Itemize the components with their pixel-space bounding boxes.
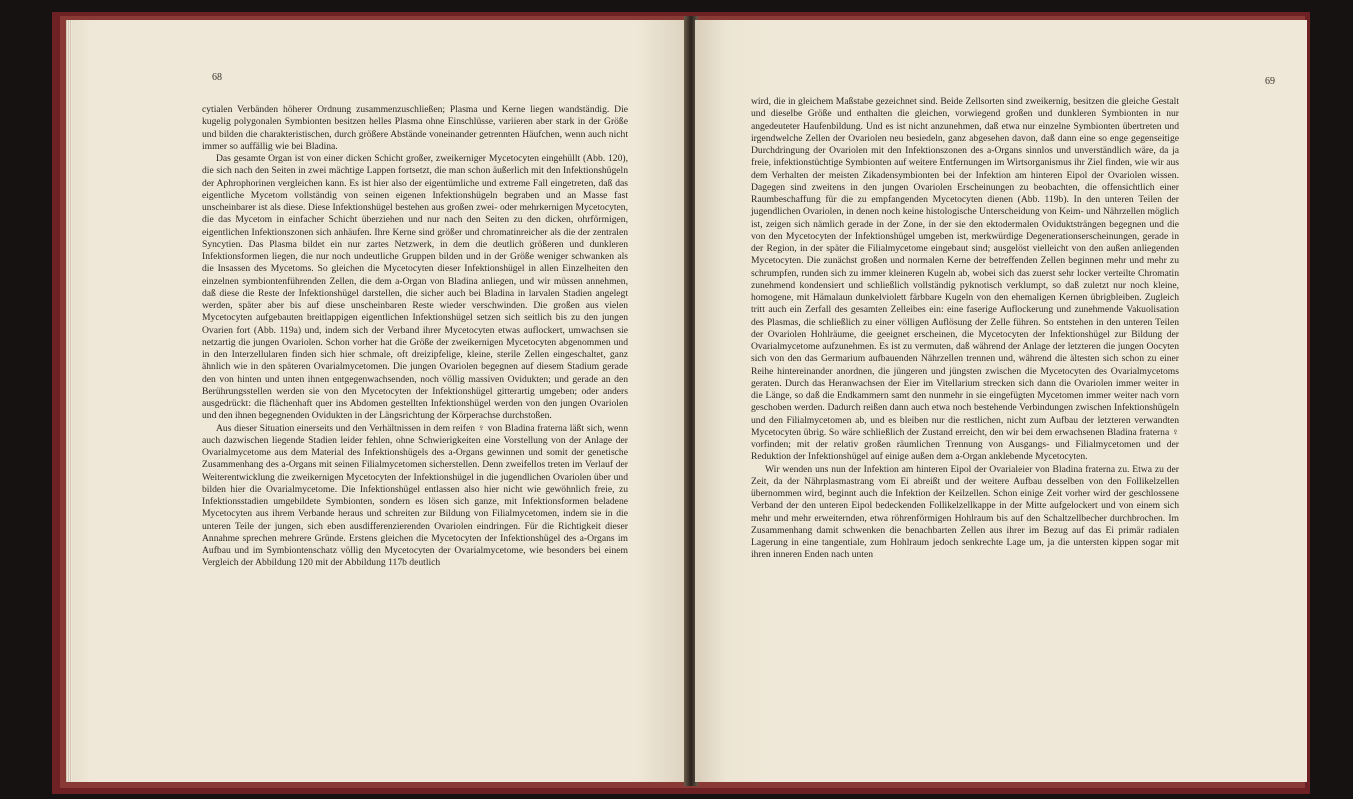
page-edges (66, 20, 72, 782)
paragraph: Wir wenden uns nun der Infektion am hinteren Eipol der Ovarialeier von Bladina fraterna zu. Etwa zu der Zeit, da der Nährplasmastrang vom Ei abreißt und der weitere Aufbau desselben von den Follikelzellen übernommen wird, beginnt auch die Infektion der Keilzellen. Schon einige Zeit vorher wird der geschlossene Verband der den unteren Eipol bedeckenden Follikelzellkappe in der Mitte aufgelockert und von einem sich mehr und mehr erweiternden, etwa röhrenförmigen Hohlraum bis auf den Schaltzellbecher durchbrochen. Im Zusammenhang damit schwenken die benachbarten Zellen aus ihrer im Bezug auf das Ei primär radialen Lagerung in eine tangentiale, zum Hohlraum jedoch senkrechte Lage um, ja die untersten kippen sogar mit ihren inneren Enden nach unten (751, 463, 1179, 561)
page-text (751, 96, 1179, 562)
paragraph: Aus dieser Situation einerseits und den Verhältnissen in dem reifen ♀ von Bladina fraterna läßt sich, wenn auch dazwischen liegende Stadien leider fehlen, ohne Schwierigkeiten eine Vorstellung von der Anlage der Ovarialmycetome aus dem Material des Infektionshügels des a-Organs gewinnen und somit der genetische Zusammenhang des a-Organs mit seinen Filialmycetomen sicherstellen. Denn zweifellos treten im Verlauf der Weiterentwicklung die zweikernigen Mycetocyten der Infektionshügel in die jugendlichen Ovariolen über und bilden hier die Ovarialmycetome. Die Infektionshügel entlassen also hier nicht wie gewöhnlich freie, zu Infektionsstadien umgebildete Symbionten, sondern es lösen sich ganze, mit Infektionsformen beladene Mycetocyten aus ihrem Verbande heraus und schreiten zur Bildung von Filialmycetomen, indem sie in die unteren Teile der jungen, sich eben ausdifferenzierenden Ovariolen eindringen. Für die Richtigkeit dieser Annahme sprechen mehrere Gründe. Erstens gleichen die Mycetocyten der Infektionshügel des a-Organs im Aufbau und im Symbiontenschatz völlig den Mycetocyten der Ovarialmycetome, wie besonders bei einem Vergleich der Abbildung 120 mit der Abbildung 117b deutlich (202, 422, 628, 569)
page-number: 69 (1265, 76, 1275, 87)
page-number: 68 (212, 72, 222, 83)
right-page (695, 20, 1307, 782)
page-text (202, 104, 628, 570)
paragraph: cytialen Verbänden höherer Ordnung zusammenzuschließen; Plasma und Kerne liegen wandständig. Die kugelig polygonalen Symbionten besitzen helles Plasma ohne Einschlüsse, variieren aber stark in der Größe und bilden die charakteristischen, durch größere Abstände voneinander getrennten Häufchen, wenn auch nicht immer so auffällig wie bei Bladina. (202, 104, 628, 152)
left-page (66, 20, 686, 782)
paragraph: Das gesamte Organ ist von einer dicken Schicht großer, zweikerniger Mycetocyten eingehüllt (Abb. 120), die sich nach den Seiten in zwei mächtige Lappen fortsetzt, die man schon äußerlich mit den Infektionshügeln der Aphrophorinen vergleichen kann. Es ist hier also der eigentümliche und extreme Fall eingetreten, daß das eigentliche Mycetom vollständig von seinen eigenen Infektionshügeln begraben und an Masse fast unscheinbarer ist als diese. Diese Infektionshügel bestehen aus großen zwei- oder mehrkernigen Mycetocyten, die das Mycetom in einfacher Schicht überziehen und nur nach den Seiten zu den dicken, ohrförmigen, eigentlichen Infektionszonen sich anhäufen. Ihre Kerne sind größer und chromatinreicher als die der zentralen Syncytien. Das Plasma bildet ein nur zartes Netzwerk, in dem die deutlich größeren und dunkleren Infektionsformen liegen, die nur noch undeutliche Gruppen bilden und in der Größe weniger schwanken als die Insassen des Mycetoms. So gleichen die Mycetocyten dieser Infektionshügel in allen Einzelheiten den einzelnen symbiontenführenden Zellen, die dem a-Organ von Bladina anliegen, und wir müssen annehmen, daß diese die Reste der Infektionshügel darstellen, die sicher auch bei Bladina in larvalen Stadien angelegt werden, später aber bis auf diese unscheinbaren Reste wieder verschwinden. Die großen aus vielen Mycetocyten aufgebauten breitlappigen eigentlichen Infektionshügel setzen sich seitlich bis zu den jungen Ovarien fort (Abb. 119a) und, indem sich der Verband ihrer Mycetocyten etwas auflockert, umwachsen sie netzartig die jungen Ovariolen. Schon vorher hat die Größe der zweikernigen Mycetocyten abgenommen und in den Interzellularen finden sich hier schmale, oft dreizipfelige, kleine, sterile Zellen eingeschaltet, ganz ähnlich wie in den späteren Ovarialmycetomen. Die jungen Ovariolen begegnen auf diesem Stadium gerade den von hinten und unten ihnen entgegenwachsenden, noch völlig massiven Ovidukten; und gerade an den Berührungsstellen werden sie von den Mycetocyten der Infektionshügel gitterartig umgeben; oder anders ausgedrückt: die flächenhaft quer ins Abdomen gestellten Infektionshügel werden von den jungen Ovariolen und den ihnen begegnenden Ovidukten in der Längsrichtung der Körperachse durchstoßen. (202, 153, 628, 422)
paragraph: wird, die in gleichem Maßstabe gezeichnet sind. Beide Zellsorten sind zweikernig, besitzen die gleiche Gestalt und dieselbe Größe und enthalten die gleichen, vorwiegend großen und dunkleren Symbionten in nur angedeuteter Haufenbildung. Und es ist nicht anzunehmen, daß etwa nur einzelne Symbionten übertreten und irgendwelche Zellen der Ovariolen neu besiedeln, ganz abgesehen davon, daß dann eine so enge gegenseitige Durchdringung der Ovariolen mit den Infektionszonen des a-Organs sinnlos und unverständlich wäre, da ja freie, infektionstüchtige Symbionten auf weitere Entfernungen im Wirtsorganismus ihr Ziel finden, wie wir aus dem Verhalten der meisten Zikadensymbionten bei der Infektion am hinteren Eipol der Ovariolen wissen. Dagegen sind zweitens in den jungen Ovariolen Erscheinungen zu beobachten, die offensichtlich einer Raumbeschaffung für die zu empfangenden Mycetocyten dienen (Abb. 119b). In den unteren Teilen der jugendlichen Ovariolen, in denen noch keine histologische Unterscheidung von Keim- und Nährzellen möglich ist, zeigen sich nämlich gerade in der Zone, in der sie den ektodermalen Oviduktsträngen begegnen und die von den Mycetocyten der Infektionshügel umgeben ist, merkwürdige Degenerationserscheinungen, gerade in der Region, in der später die Filialmycetome eingebaut sind; ausgelöst vielleicht von den außen anliegenden Mycetocyten. Die zunächst großen und normalen Kerne der betreffenden Zellen beginnen mehr und mehr zu schrumpfen, runden sich zu immer kleineren Kugeln ab, wobei sich das zuerst sehr locker verteilte Chromatin zunehmend kondensiert und schließlich vollständig pyknotisch verklumpt, so daß zuletzt nur noch kleine, homogene, mit Hämalaun dunkelviolett färbbare Kugeln von den ehemaligen Kernen übrigbleiben. Zugleich tritt auch ein Zerfall des gesamten Zelleibes ein: eine faserige Auflockerung und zunehmende Vakuolisation des Plasmas, die schließlich zu einer völligen Auflösung der Zelle führen. So entstehen in den unteren Teilen der Ovariolen Hohlräume, die geeignet erscheinen, die Mycetocyten der Infektionshügel zur Bildung der Ovarialmycetome aufzunehmen. Es ist zu vermuten, daß während der Anlage der letzteren die jungen Oocyten sich von den das Germarium aufbauenden Nährzellen trennen und, während die ältesten sich schon zu einer Reihe hintereinander anordnen, die jüngeren und jüngsten zwischen die Mycetocyten des Ovarialmycetoms geraten. Durch das Heranwachsen der Eier im Vitellarium strecken sich dann die Ovariolen immer weiter in die Länge, so daß die Endkammern samt den nunmehr in sie eingefügten Mycetomen immer weiter nach vorn geschoben werden. Dadurch reißen dann auch etwa noch bestehende Verbindungen zwischen Infektionshügeln und den Filialmycetomen ab, und es bleiben nur die restlichen, nicht zum Aufbau der letzteren verwandten Mycetocyten übrig. So wäre schließlich der Zustand erreicht, den wir bei dem erwachsenen Bladina fraterna ♀ vorfinden; mit der relativ großen räumlichen Trennung von Ausgangs- und Filialmycetomen und der Reduktion der Infektionshügel auf einige außen dem a-Organ anklebende Mycetocyten. (751, 96, 1179, 463)
